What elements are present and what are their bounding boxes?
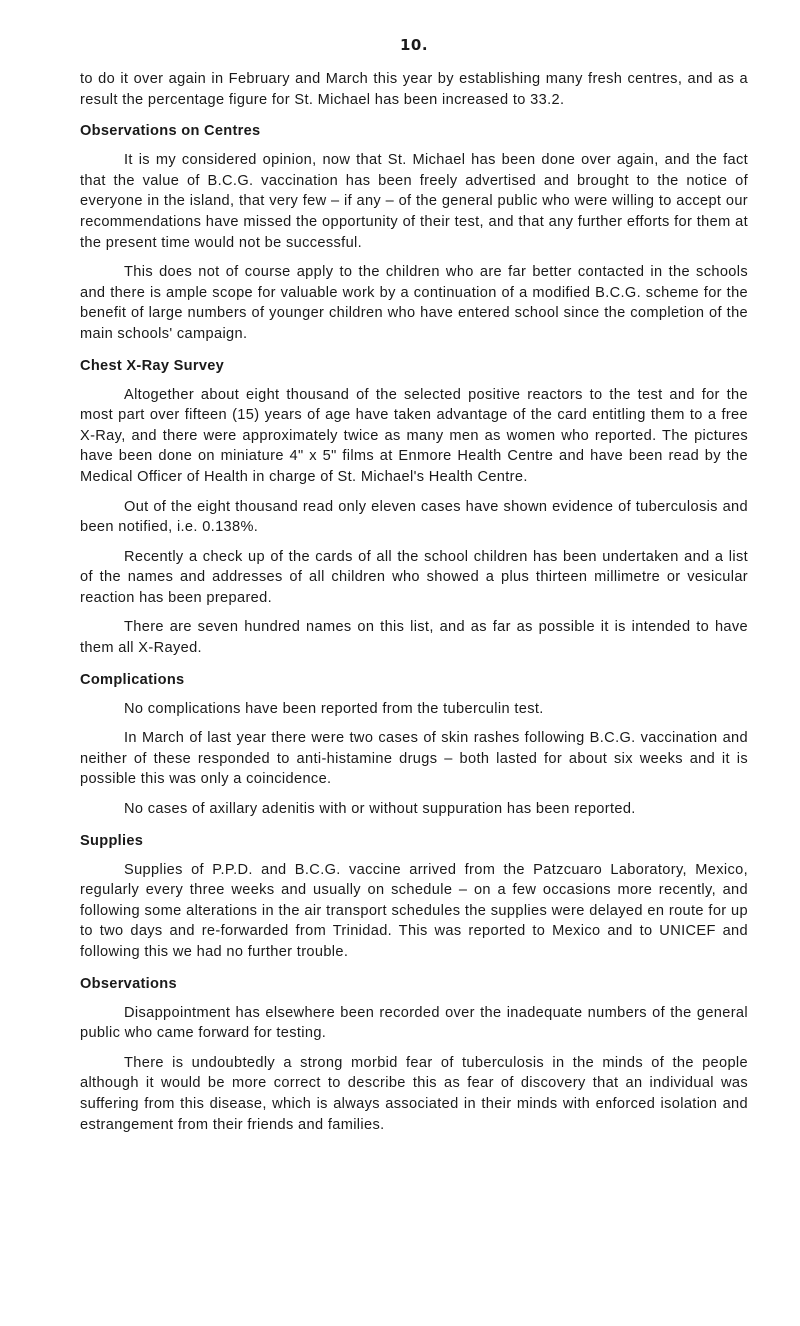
paragraph: No complications have been reported from the tuberculin test. <box>124 700 544 717</box>
paragraph: Recently a check up of the cards of all the school children has been undertaken and a list of the names and addresses of all children who showed a plus thirteen millimetre or vesicular reaction has been prepared. <box>80 548 748 606</box>
paragraph: Altogether about eight thousand of the selected positive reactors to the test and for the most part over fifteen (15) years of age have taken advantage of the card entitling them to a free X-Ray, and there were approximately twice as many men as women who reported. The pictures have been done on miniature 4" x 5" films at Enmore Health Centre and have been read by the Medical Officer of Health in charge of St. Michael's Health Centre. <box>80 386 748 485</box>
paragraph: Supplies of P.P.D. and B.C.G. vaccine arrived from the Patzcuaro Laboratory, Mexico, regularly every three weeks and usually on schedule – on a few occasions more recently, and following some alterations in the air transport schedules the supplies were delayed en route for up to two days and re-forwarded from Trinidad. This was reported to Mexico and to UNICEF and following this we had no further trouble. <box>80 861 748 960</box>
paragraph: This does not of course apply to the children who are far better contacted in the schools and there is ample scope for valuable work by a continuation of a modified B.C.G. scheme for the benefit of large numbers of younger children who have entered school since the completion of the main schools' campaign. <box>80 264 748 342</box>
paragraph: There is undoubtedly a strong morbid fear of tuberculosis in the minds of the people although it would be more correct to describe this as fear of discovery that an individual was suffering from this disease, which is always associated in their minds with enforced isolation and estrangement from their friends and families. <box>80 1054 748 1133</box>
paragraph: Disappointment has elsewhere been recorded over the inadequate numbers of the general public who came forward for testing. <box>80 1004 748 1042</box>
paragraph: It is my considered opinion, now that St. Michael has been done over again, and the fact that the value of B.C.G. vaccination has been freely advertised and brought to the notice of everyone in the island, that very few – if any – of the general public who were willing to accept our recommendations have missed the opportunity of their test, and that any further efforts for them at the present time would not be successful. <box>80 152 748 251</box>
paragraph: In March of last year there were two cases of skin rashes following B.C.G. vaccination and neither of these responded to anti-histamine drugs – both lasted for about six weeks and it is possible this was only a coincidence. <box>80 730 748 788</box>
section-heading-complications: Complications <box>80 671 185 688</box>
paragraph: Out of the eight thousand read only eleven cases have shown evidence of tuberculosis and been notified, i.e. 0.138%. <box>80 498 748 536</box>
page-number: 10. <box>399 36 429 54</box>
paragraph: There are seven hundred names on this list, and as far as possible it is intended to have them all X-Rayed. <box>80 619 748 657</box>
intro-paragraph: to do it over again in February and March this year by establishing many fresh centres, and as a result the percentage figure for St. Michael has been increased to 33.2. <box>80 71 748 108</box>
section-heading-supplies: Supplies <box>80 832 144 849</box>
section-heading-observations: Observations <box>80 975 177 992</box>
section-heading-chest-x-ray-survey: Chest X-Ray Survey <box>80 357 225 374</box>
section-heading-observations-on-centres: Observations on Centres <box>80 123 261 140</box>
paragraph: No cases of axillary adenitis with or without suppuration has been reported. <box>124 801 636 818</box>
